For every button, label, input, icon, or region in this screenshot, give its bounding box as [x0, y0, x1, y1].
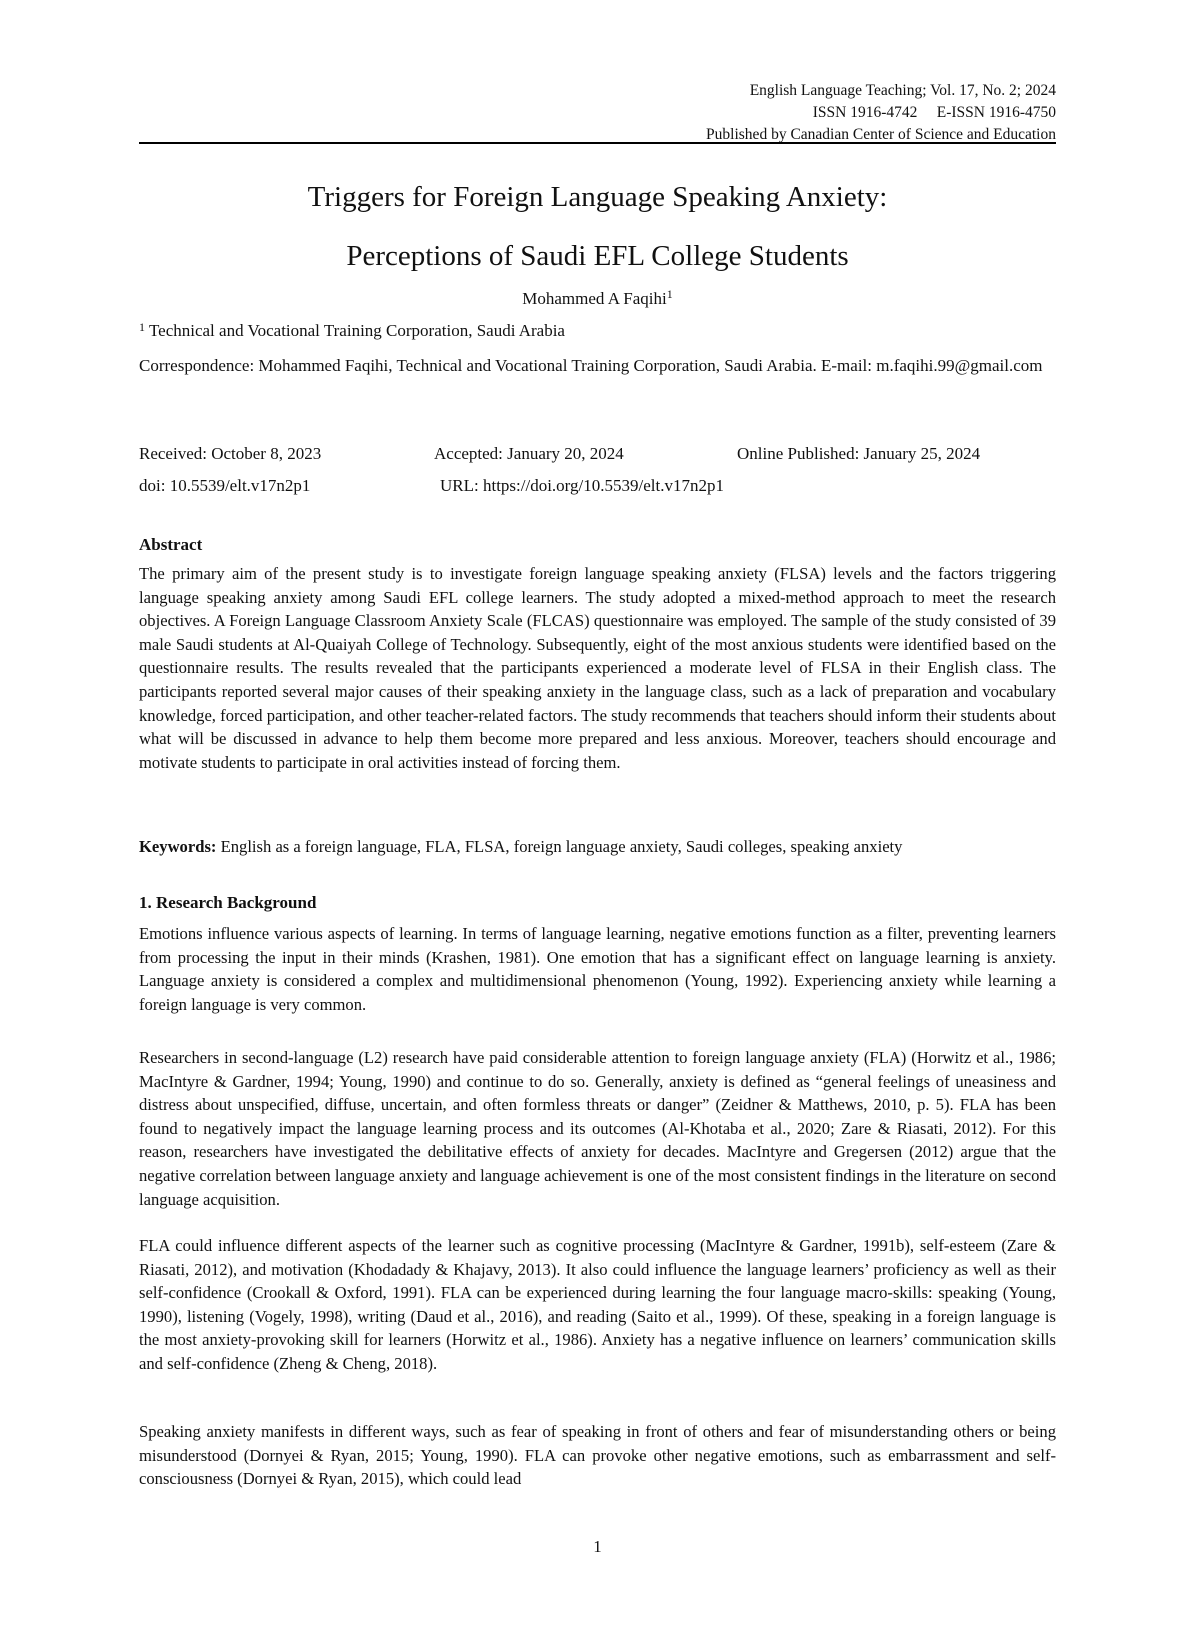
accepted-date: Accepted: January 20, 2024: [434, 444, 624, 463]
keywords-label: Keywords:: [139, 837, 217, 856]
abstract-text: The primary aim of the present study is to investigate foreign language speaking anxiety (FLSA) levels and the factors triggering language speaking anxiety among Saudi EFL college learners. The study adopted a mixed-method approach to meet the research objectives. A Foreign Language Classroom Anxiety Scale (FLCAS) questionnaire was employed. The sample of the study consisted of 39 male Saudi students at Al-Quaiyah College of Technology. Subsequently, eight of the most anxious students were identified based on the questionnaire results. The results revealed that the participants experienced a moderate level of FLSA in their English class. The participants reported several major causes of their speaking anxiety in the language class, such as a lack of preparation and vocabulary knowledge, forced participation, and other teacher-related factors. The study recommends that teachers should inform their students about what will be discussed in advance to help them become more prepared and less anxious. Moreover, teachers should encourage and motivate students to participate in oral activities instead of forcing them.: [139, 564, 1056, 772]
body-paragraph: Researchers in second-language (L2) research have paid considerable attention to foreign language anxiety (FLA) (Horwitz et al., 1986; MacIntyre & Gardner, 1994; Young, 1990) and continue to do so. Generally, anxiety is defined as “general feelings of uneasiness and distress about unspecified, diffuse, uncertain, and often formless threats or danger” (Zeidner & Matthews, 2010, p. 5). FLA has been found to negatively impact the language learning process and its outcomes (Al-Khotaba et al., 2020; Zare & Riasati, 2012). For this reason, researchers have investigated the debilitative effects of anxiety for decades. MacIntyre and Gregersen (2012) argue that the negative correlation between language anxiety and language achievement is one of the most consistent findings in the literature on second language acquisition.: [139, 1048, 1056, 1209]
title-line-1: Triggers for Foreign Language Speaking Anxiety:: [307, 181, 888, 213]
author-affiliation-marker: 1: [666, 287, 673, 301]
correspondence: Correspondence: Mohammed Faqihi, Technical and Vocational Training Corporation, Saudi Arabia. E-mail: m.faqihi.99@gmail.com: [139, 356, 1043, 375]
journal-info: English Language Teaching; Vol. 17, No. 2; 2024: [749, 82, 1056, 99]
received-date: Received: October 8, 2023: [139, 444, 322, 463]
title-line-2: Perceptions of Saudi EFL College Students: [346, 240, 849, 272]
article-page: [139, 0, 1056, 1630]
affiliation: [139, 320, 565, 342]
author-name: Mohammed A Faqihi: [522, 289, 667, 308]
running-head: [706, 80, 1056, 146]
body-paragraph: Speaking anxiety manifests in different ways, such as fear of speaking in front of others and fear of misunderstanding others or being misunderstood (Dornyei & Ryan, 2015; Young, 1990). FLA can provoke other negative emotions, such as embarrassment and self-consciousness (Dornyei & Ryan, 2015), which could lead: [139, 1422, 1056, 1489]
header-rule: [139, 142, 1056, 144]
doi: doi: 10.5539/elt.v17n2p1: [139, 476, 311, 495]
body-paragraph: Emotions influence various aspects of learning. In terms of language learning, negative emotions function as a filter, preventing learners from processing the input in their minds (Krashen, 1981). One emotion that has a significant effect on language learning is anxiety. Language anxiety is considered a complex and multidimensional phenomenon (Young, 1992). Experiencing anxiety while learning a foreign language is very common.: [139, 924, 1056, 1014]
affiliation-marker: 1: [139, 320, 145, 334]
affiliation-text: Technical and Vocational Training Corporation, Saudi Arabia: [148, 321, 565, 340]
doi-url[interactable]: URL: https://doi.org/10.5539/elt.v17n2p1: [440, 476, 724, 495]
keywords: [139, 835, 1056, 859]
author: [139, 288, 1056, 310]
section-heading: 1. Research Background: [139, 893, 317, 912]
body-paragraph: FLA could influence different aspects of the learner such as cognitive processing (MacIntyre & Gardner, 1991b), self-esteem (Zare & Riasati, 2012), and motivation (Khodadady & Khajavy, 2013). It also could influence the language learners’ proficiency as well as their self-confidence (Crookall & Oxford, 1991). FLA can be experienced during learning the four language macro-skills: speaking (Young, 1990), listening (Vogely, 1998), writing (Daud et al., 2016), and reading (Saito et al., 1999). Of these, speaking in a foreign language is the most anxiety-provoking skill for learners (Horwitz et al., 1986). Anxiety has a negative influence on learners’ communication skills and self-confidence (Zheng & Cheng, 2018).: [139, 1236, 1056, 1373]
publication-dates: [139, 443, 1056, 467]
article-title: [139, 168, 1056, 286]
issn-info: ISSN 1916-4742 E-ISSN 1916-4750: [812, 104, 1056, 121]
keywords-text: English as a foreign language, FLA, FLSA, foreign language anxiety, Saudi colleges, speaking anxiety: [220, 837, 903, 856]
online-published-date: Online Published: January 25, 2024: [737, 444, 981, 463]
page-number: 1: [593, 1537, 602, 1556]
article-identifiers: [139, 475, 1056, 499]
publisher-info: Published by Canadian Center of Science and Education: [706, 126, 1056, 143]
abstract-heading: Abstract: [139, 535, 203, 554]
